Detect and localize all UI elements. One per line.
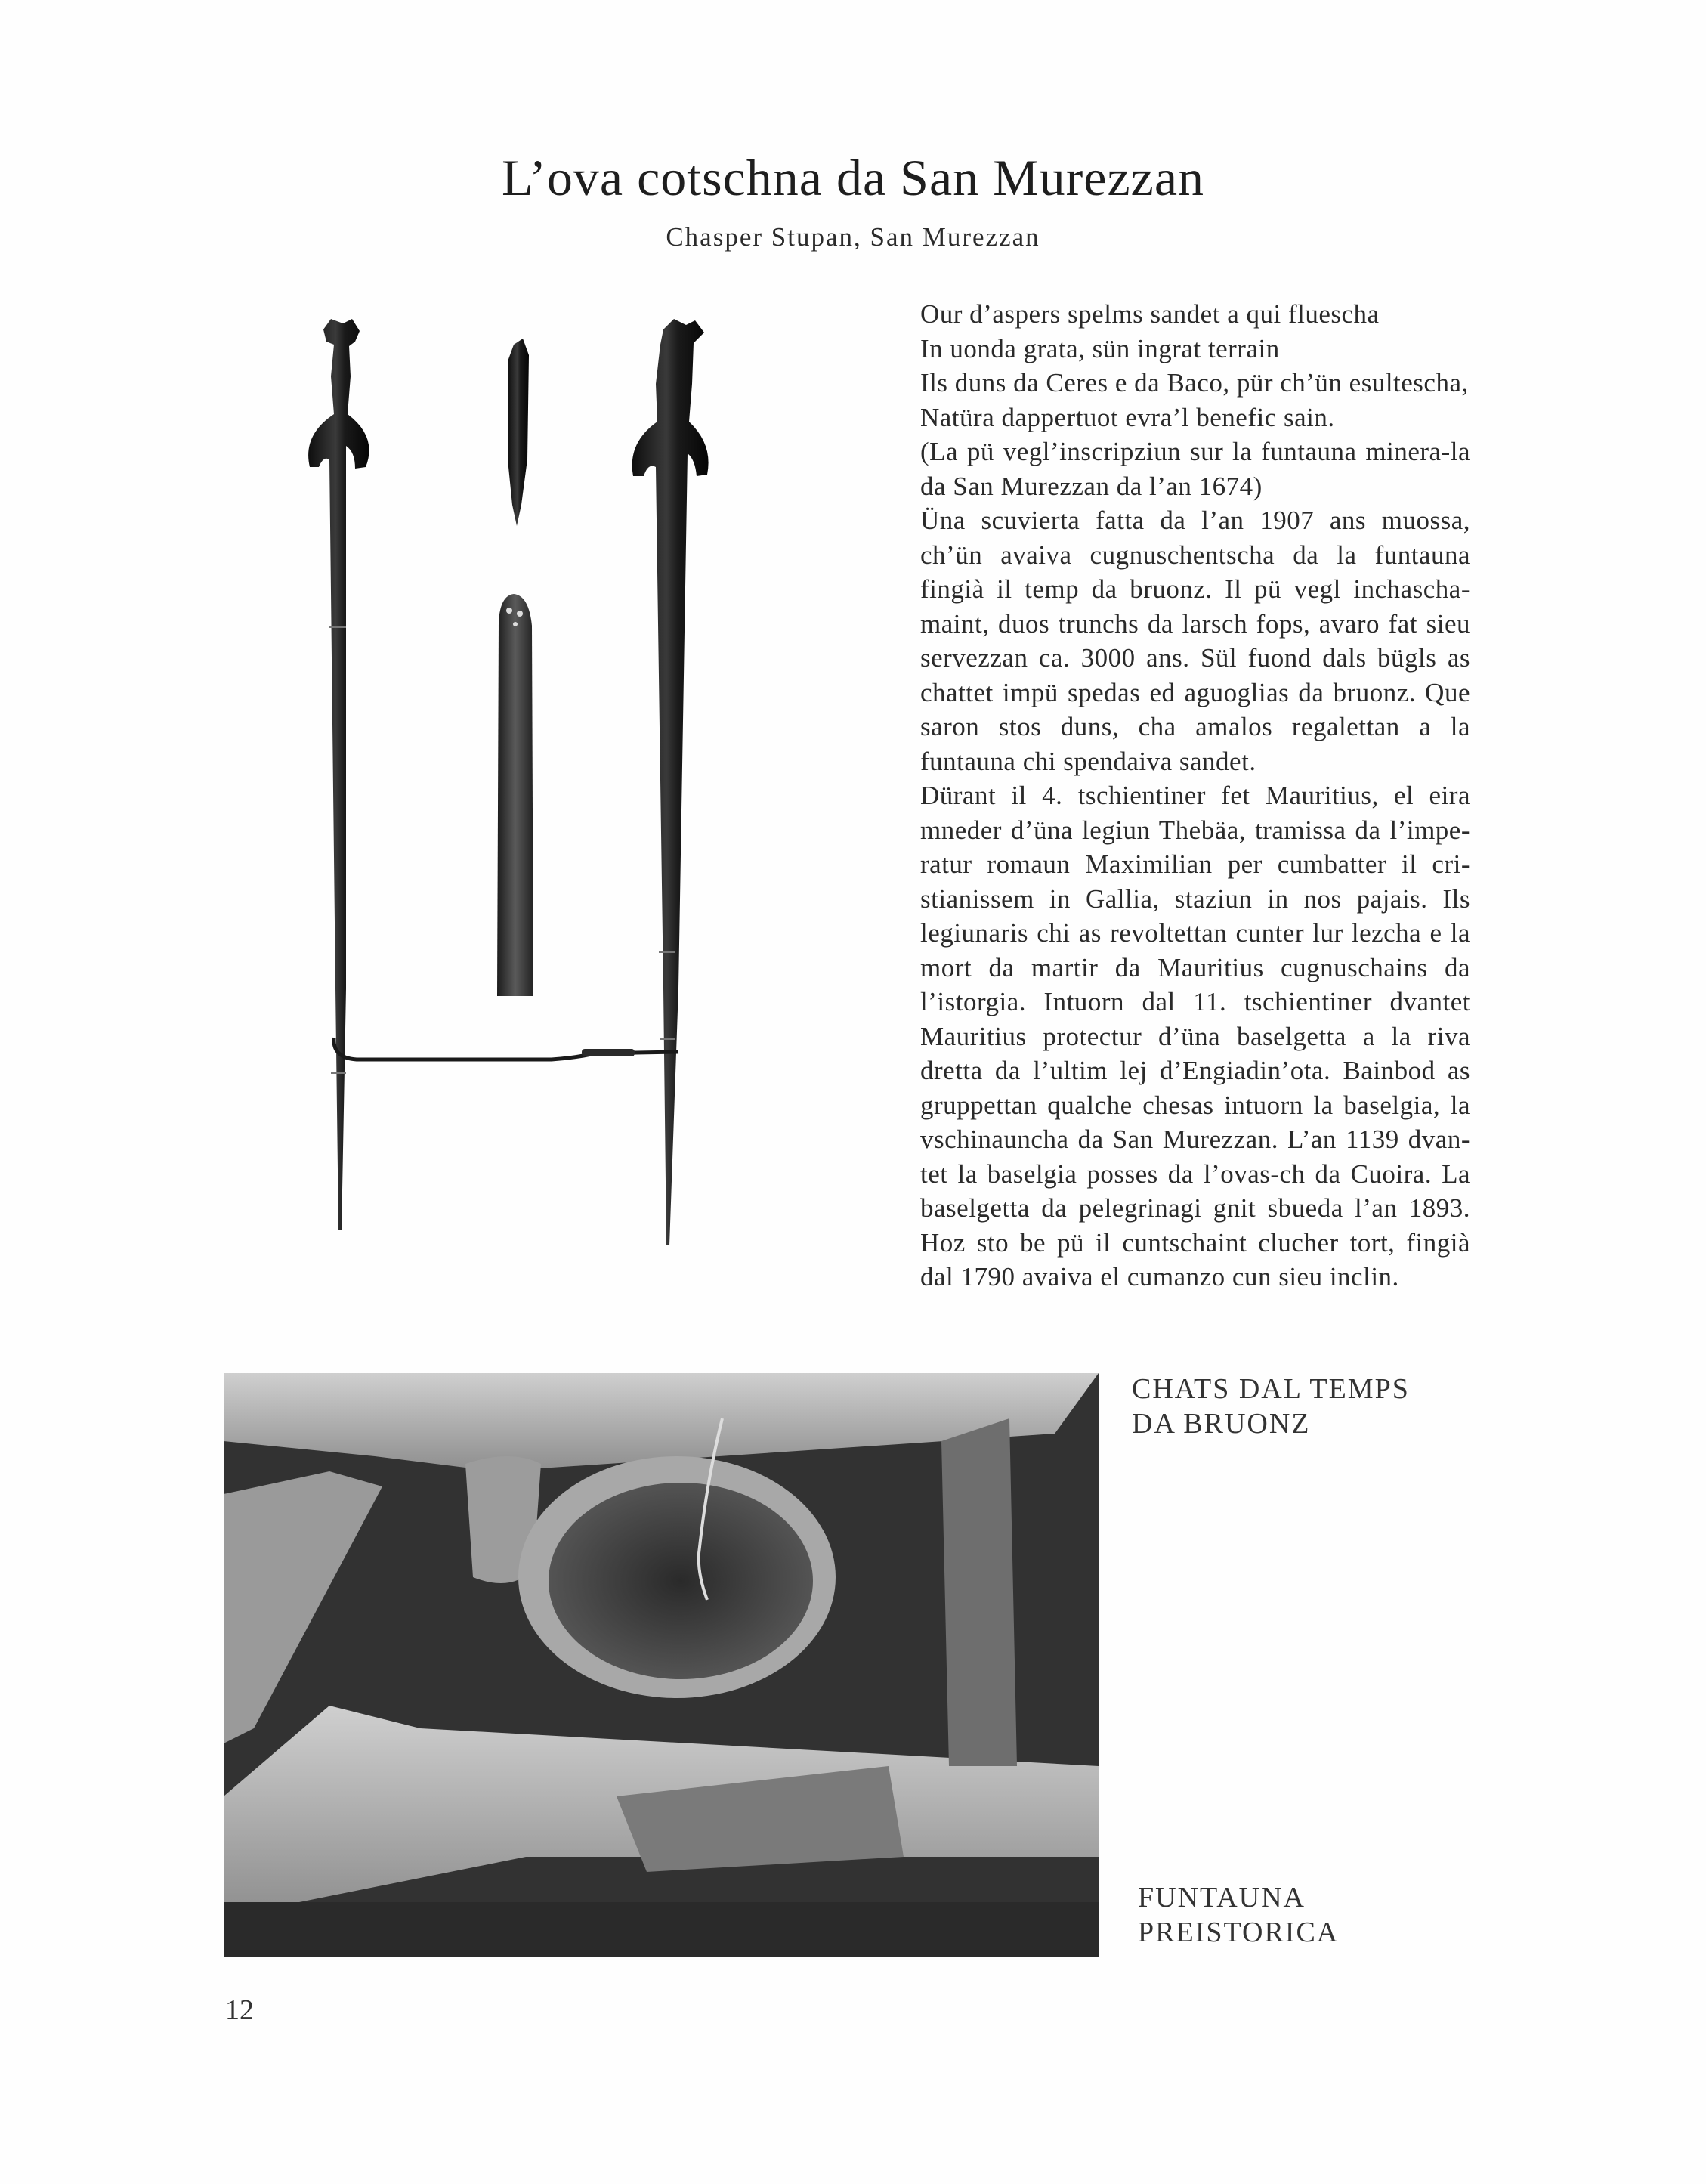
paragraph: Dürant il 4. tschientiner fet Mauritius, el eira mneder d’üna legiun Thebäa, tramissa da l’impe-ratur romaun Maximilian per cumbatter il cri-stianissem in Gallia, staziun in nos pajais. Ils legiunaris chi as revoltettan cunter lur lezcha e la mort da martir da Mauritius cugnuschains da l’istorgia. Intuorn dal 11. tschientiner dvantet Mauritius protectur d’üna baselgetta a la riva dretta da l’ultim lej d’Engiadin’ota. Bainbod as gruppettan qualche chesas intuorn la baselgia, la vschinauncha da San Murezzan. L’an 1139 dvan-tet la baselgia posses da l’ovas-ch da Cuoira. La baselgetta da pelegrinagi gnit sbueda l’an 1893. Hoz sto be pü il cuntschaint clucher tort, fingià dal 1790 avaiva el cumanzo cun sieu inclin. bbox=[920, 781, 1470, 1292]
sword-left bbox=[308, 319, 369, 1230]
dagger-small bbox=[508, 339, 529, 526]
caption-line: CHATS DAL TEMPS bbox=[1132, 1373, 1410, 1405]
caption-line: PREISTORICA bbox=[1138, 1916, 1340, 1948]
caption-line: DA BRUONZ bbox=[1132, 1408, 1311, 1440]
page-number: 12 bbox=[225, 1994, 254, 2026]
poem-line: In uonda grata, sün ingrat terrain bbox=[920, 333, 1280, 363]
article-body bbox=[920, 297, 1470, 1295]
author-line: Chasper Stupan, San Murezzan bbox=[666, 222, 1040, 252]
poem-line: Ils duns da Ceres e da Baco, pür ch’ün esultescha, bbox=[920, 368, 1469, 398]
sheath bbox=[497, 594, 533, 996]
poem-line: Our d’aspers spelms sandet a qui fluescha bbox=[920, 299, 1380, 329]
bronze-artifacts-photo bbox=[302, 308, 756, 1268]
paragraph: Üna scuvierta fatta da l’an 1907 ans muossa, ch’ün avaiva cugnuschentscha da la funtauna fingià il temp da bruonz. Il pü vegl inchascha-maint, duos trunchs da larsch fops, avaro fat sieu servezzan ca. 3000 ans. Sül fuond dals bügls as chattet impü spedas ed aguoglias da bruonz. Que saron stos duns, cha amalos regalettan a la funtauna chi spendaiva sandet. bbox=[920, 506, 1470, 776]
sword-right bbox=[632, 319, 709, 1245]
page-title: L’ova cotschna da San Murezzan bbox=[501, 149, 1205, 206]
poem-line: Natüra dappertuot evra’l benefic sain. bbox=[920, 402, 1335, 432]
caption-line: FUNTAUNA bbox=[1138, 1882, 1306, 1913]
caption-bronze-artifacts bbox=[1132, 1372, 1410, 1441]
prehistoric-spring-photo bbox=[224, 1373, 1099, 1957]
inscription-note: (La pü vegl’inscripziun sur la funtauna minera-la da San Murezzan da l’an 1674) bbox=[920, 437, 1470, 501]
bronze-pin bbox=[334, 1038, 678, 1060]
caption-prehistoric-spring bbox=[1138, 1880, 1339, 1950]
